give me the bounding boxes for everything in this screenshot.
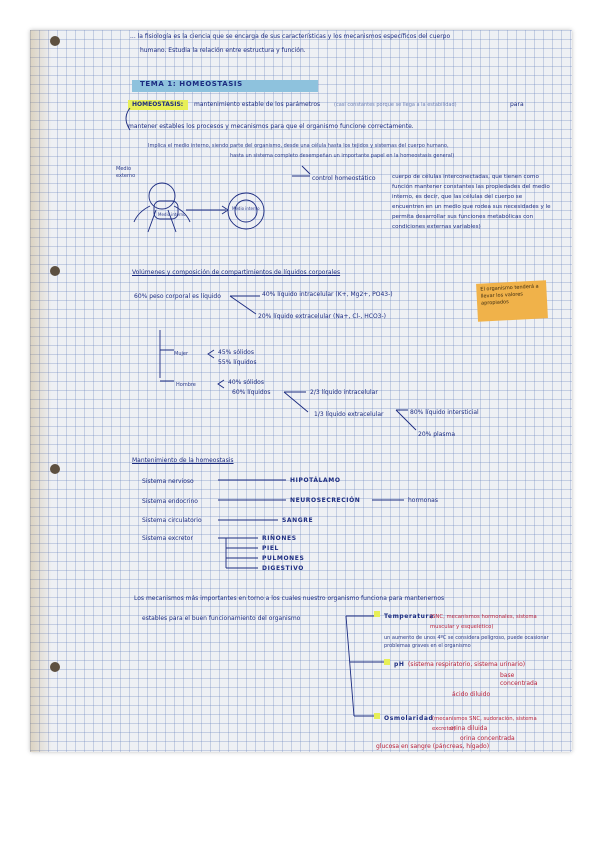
homeostasis-def-a: mantenimiento estable de los parámetros [194,101,321,108]
piel: PIEL [262,545,279,552]
ph-basico: base concentrada [500,672,538,687]
hombre-solidos: 40% sólidos [228,379,264,386]
extracellular-20: 20% líquido extracelular (Na+, Cl-, HCO3-) [258,313,386,320]
sistema-excretor: Sistema excretor [142,535,193,542]
sistema-circulatorio: Sistema circulatorio [142,517,202,524]
homeostasis-def-2: mantener estables los procesos y mecanismos para que el organismo funcione correctamente. [128,123,414,130]
bullet-ph [384,659,390,665]
hipotalamo: HIPOTÁLAMO [290,477,341,484]
sistema-nervioso: Sistema nervioso [142,478,194,485]
neurosecrecion: NEUROSECRECIÓN [290,497,361,504]
fraction-extracellular: 1/3 líquido extracelular [314,411,384,418]
mujer-liquidos: 55% líquidos [218,359,257,366]
intracellular-40: 40% líquido intracelular (K+, Mg2+, PO43-) [262,291,393,298]
digestivo: DIGESTIVO [262,565,304,572]
homeostasis-term: HOMEOSTASIS: [132,101,184,108]
control-homeostatico: control homeostático [312,175,376,182]
medio-interno-label-2: Medio interno [232,206,260,211]
cell-inner [235,200,257,222]
arrow-fractions [284,392,308,412]
medio-interno-line-1: Implica el medio interno, siendo parte del organismo, desde una célula hasta los tejidos y sistemas del cuerpo humano, [148,143,449,149]
topic-title: TEMA 1: HOMEOSTASIS [140,80,243,88]
arrow-extracellular [396,410,416,430]
tree-mechanisms [346,616,388,716]
hormonas: hormonas [408,497,438,504]
hombre-label: Hombre [176,382,196,388]
bracket-mujer [208,350,214,358]
medio-interno-label: Medio interno [158,212,186,217]
sistema-endocrino: Sistema endocrino [142,498,198,505]
mujer-solidos: 45% sólidos [218,349,254,356]
orina-concentrada: orina concentrada [460,735,515,742]
bullet-temperatura [374,611,380,617]
mechanisms-line-2: estables para el buen funcionamiento del organismo [142,615,301,622]
bracket-sexes [160,330,174,381]
ph-label: pH [394,661,405,668]
temperatura-label: Temperatura [384,613,434,620]
bracket-hombre [218,380,224,388]
glucosa-sangre: glucosa en sangre (páncreas, hígado) [376,743,490,750]
sticky-note-text: El organismo tenderá a llevar los valores apropiados [480,283,539,307]
control-description: cuerpo de células interconectadas, que tienen como función mantener constantes las propiedades del medio interno, es decir, que las células del cuerpo se encuentren en un medio que rodea sus necesidades y le permita desarrollar sus funciones metabólicas con condiciones externas variables) [392,174,551,230]
volumes-title: Volúmenes y composición de compartimientos de líquidos corporales [132,269,341,276]
water-60: 60% peso corporal es líquido [134,293,221,300]
intro-line-2: humano. Estudia la relación entre estructura y función. [140,47,306,54]
homeostasis-def-b: (casi constantes porque se llega a la estabilidad) [334,102,457,108]
homeostasis-def-c: para [510,101,524,108]
mujer-label: Mujer [174,351,189,357]
mechanisms-line-1: Los mecanismos más importantes en torno a los cuales nuestro organismo funciona para mantenernos [134,595,445,602]
arrow-liquids [230,296,260,314]
medio-interno-line-2: hasta un sistema completo desempeñan un importante papel en la homeostasis general) [230,153,455,159]
bracket-homeostasis [126,108,130,130]
orina-diluida: orina diluida [450,725,488,732]
arrow-control [292,166,310,176]
pulmones: PULMONES [262,555,305,562]
plasma-20: 20% plasma [418,431,456,438]
rinones: RIÑONES [262,535,297,542]
hombre-liquidos: 60% líquidos [232,389,271,396]
ph-acido: ácido diluido [452,691,491,698]
ph-desc: (sistema respiratorio, sistema urinario) [408,661,526,668]
person-core [154,201,178,219]
interstitial-80: 80% líquido intersticial [410,409,479,416]
bullet-osmolaridad [374,713,380,719]
medio-externo-label: Medio externo [116,166,136,179]
osmolaridad-desc: (mecanismos SNC, sudoración, sistema excretor) [432,716,537,732]
osmolaridad-label: Osmolaridad [384,715,434,722]
temperatura-desc: (SNC, mecanismos hormonales, sistema muscular y esquelético) [430,614,537,630]
tree-excretor [218,538,258,568]
temperatura-extra: un aumento de unos 4ºC se considera peligroso, puede ocasionar problemas graves en el organismo [384,635,549,649]
maintenance-title: Mantenimiento de la homeostasis [132,457,234,464]
sangre: SANGRE [282,517,314,524]
person-head [149,183,175,209]
cell-outer [228,193,264,229]
intro-line-1: ... la fisiología es la ciencia que se encarga de sus características y los mecanismos específicos del cuerpo [130,33,451,40]
fraction-intracellular: 2/3 líquido intracelular [310,389,378,396]
